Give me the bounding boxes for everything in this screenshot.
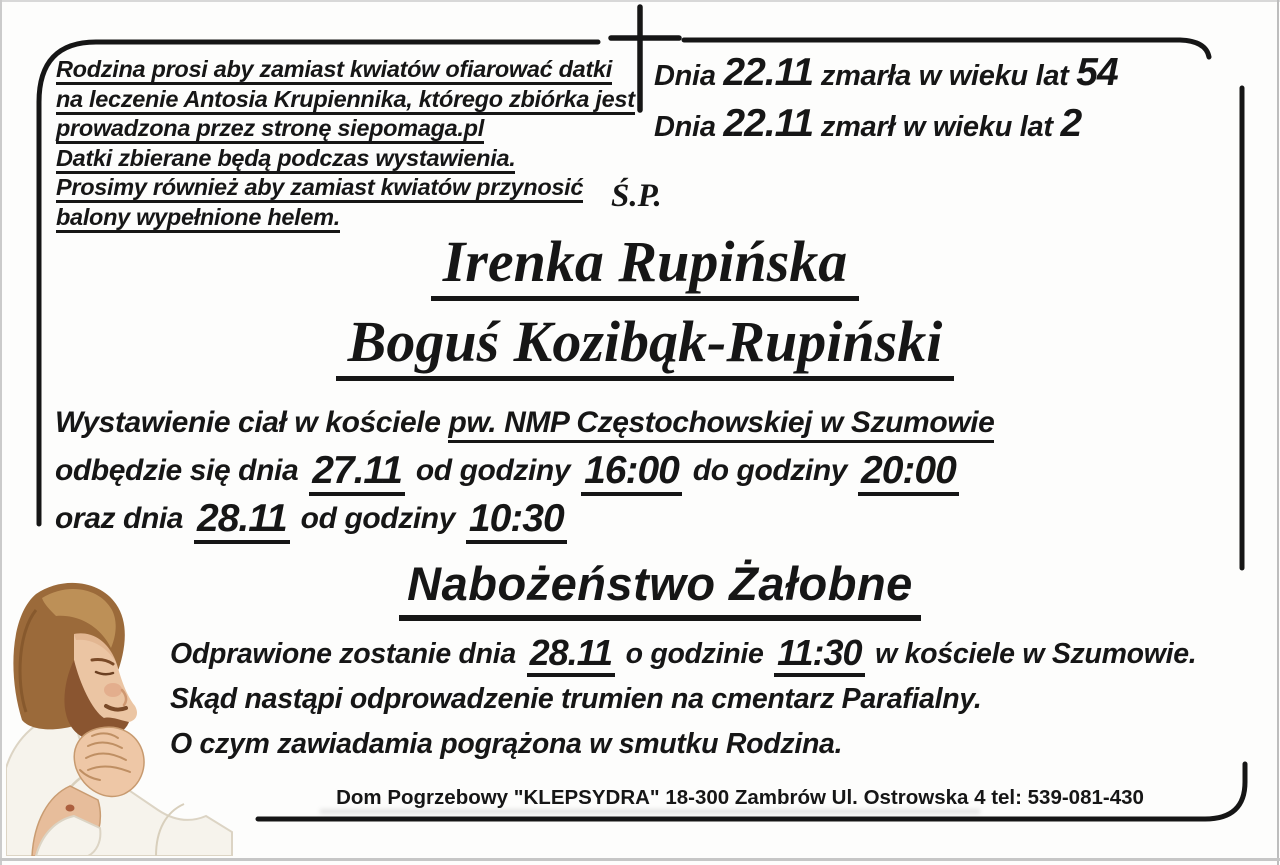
death-age: 2 — [1060, 102, 1082, 145]
donation-note-line: Datki zbierane będą podczas wystawienia. — [56, 144, 676, 174]
service-line-2: Skąd nastąpi odprowadzenie trumien na cmentarz Parafialny. — [170, 683, 982, 715]
donation-note-line: Rodzina prosi aby zamiast kwiatów ofiarować datki — [56, 55, 676, 85]
deceased-names — [70, 228, 1220, 388]
wake-date-1: 27.11 — [309, 451, 405, 496]
wound-mark — [66, 805, 75, 812]
sp-abbreviation: Ś.P. — [611, 178, 662, 214]
death-age: 54 — [1076, 51, 1118, 94]
service-details — [170, 633, 1196, 768]
death-dates — [654, 49, 1118, 151]
death-date: 22.11 — [723, 51, 814, 94]
donation-note-line: Prosimy również aby zamiast kwiatów przynosić — [56, 173, 676, 203]
wake-line-day1: odbędzie się dnia 27.11 od godziny 16:00 do godziny 20:00 — [55, 449, 994, 497]
death-date-line: Dnia 22.11 zmarła w wieku lat 54 — [654, 51, 1118, 94]
death-date-line: Dnia 22.11 zmarł w wieku lat 2 — [654, 102, 1082, 145]
death-date: 22.11 — [723, 102, 814, 145]
service-heading: Nabożeństwo Żałobne — [120, 556, 1200, 621]
service-time: 11:30 — [774, 635, 864, 677]
wake-line-day2: oraz dnia 28.11 od godziny 10:30 — [55, 497, 994, 545]
service-line-1: Odprawione zostanie dnia 28.11 o godzinie 11:30 w kościele w Szumowie. — [170, 633, 1196, 678]
wake-date-2: 28.11 — [194, 499, 290, 544]
service-line-3: O czym zawiadamia pogrążona w smutku Rodzina. — [170, 728, 843, 760]
deceased-name: Irenka Rupińska — [70, 228, 1220, 301]
service-date: 28.11 — [527, 635, 615, 677]
funeral-home-info: Dom Pogrzebowy "KLEPSYDRA" 18-300 Zambrów Ul. Ostrowska 4 tel: 539-081-430 — [336, 786, 1144, 809]
wake-line-church: Wystawienie ciał w kościele pw. NMP Częstochowskiej w Szumowie — [55, 401, 994, 449]
donation-note — [56, 55, 676, 233]
wake-time-to: 20:00 — [858, 451, 959, 496]
wake-details — [55, 401, 994, 545]
donation-note-line: prowadzona przez stronę siepomaga.pl — [56, 114, 676, 144]
donation-note-line: na leczenie Antosia Krupiennika, którego zbiórka jest — [56, 85, 676, 115]
deceased-name: Boguś Kozibąk-Rupiński — [70, 308, 1220, 381]
church-name: pw. NMP Częstochowskiej w Szumowie — [448, 406, 994, 443]
wake-time-from: 16:00 — [581, 451, 682, 496]
wake-time-from-2: 10:30 — [466, 499, 567, 544]
praying-jesus-image — [6, 572, 234, 856]
donation-note-line: balony wypełnione helem. — [56, 203, 676, 233]
